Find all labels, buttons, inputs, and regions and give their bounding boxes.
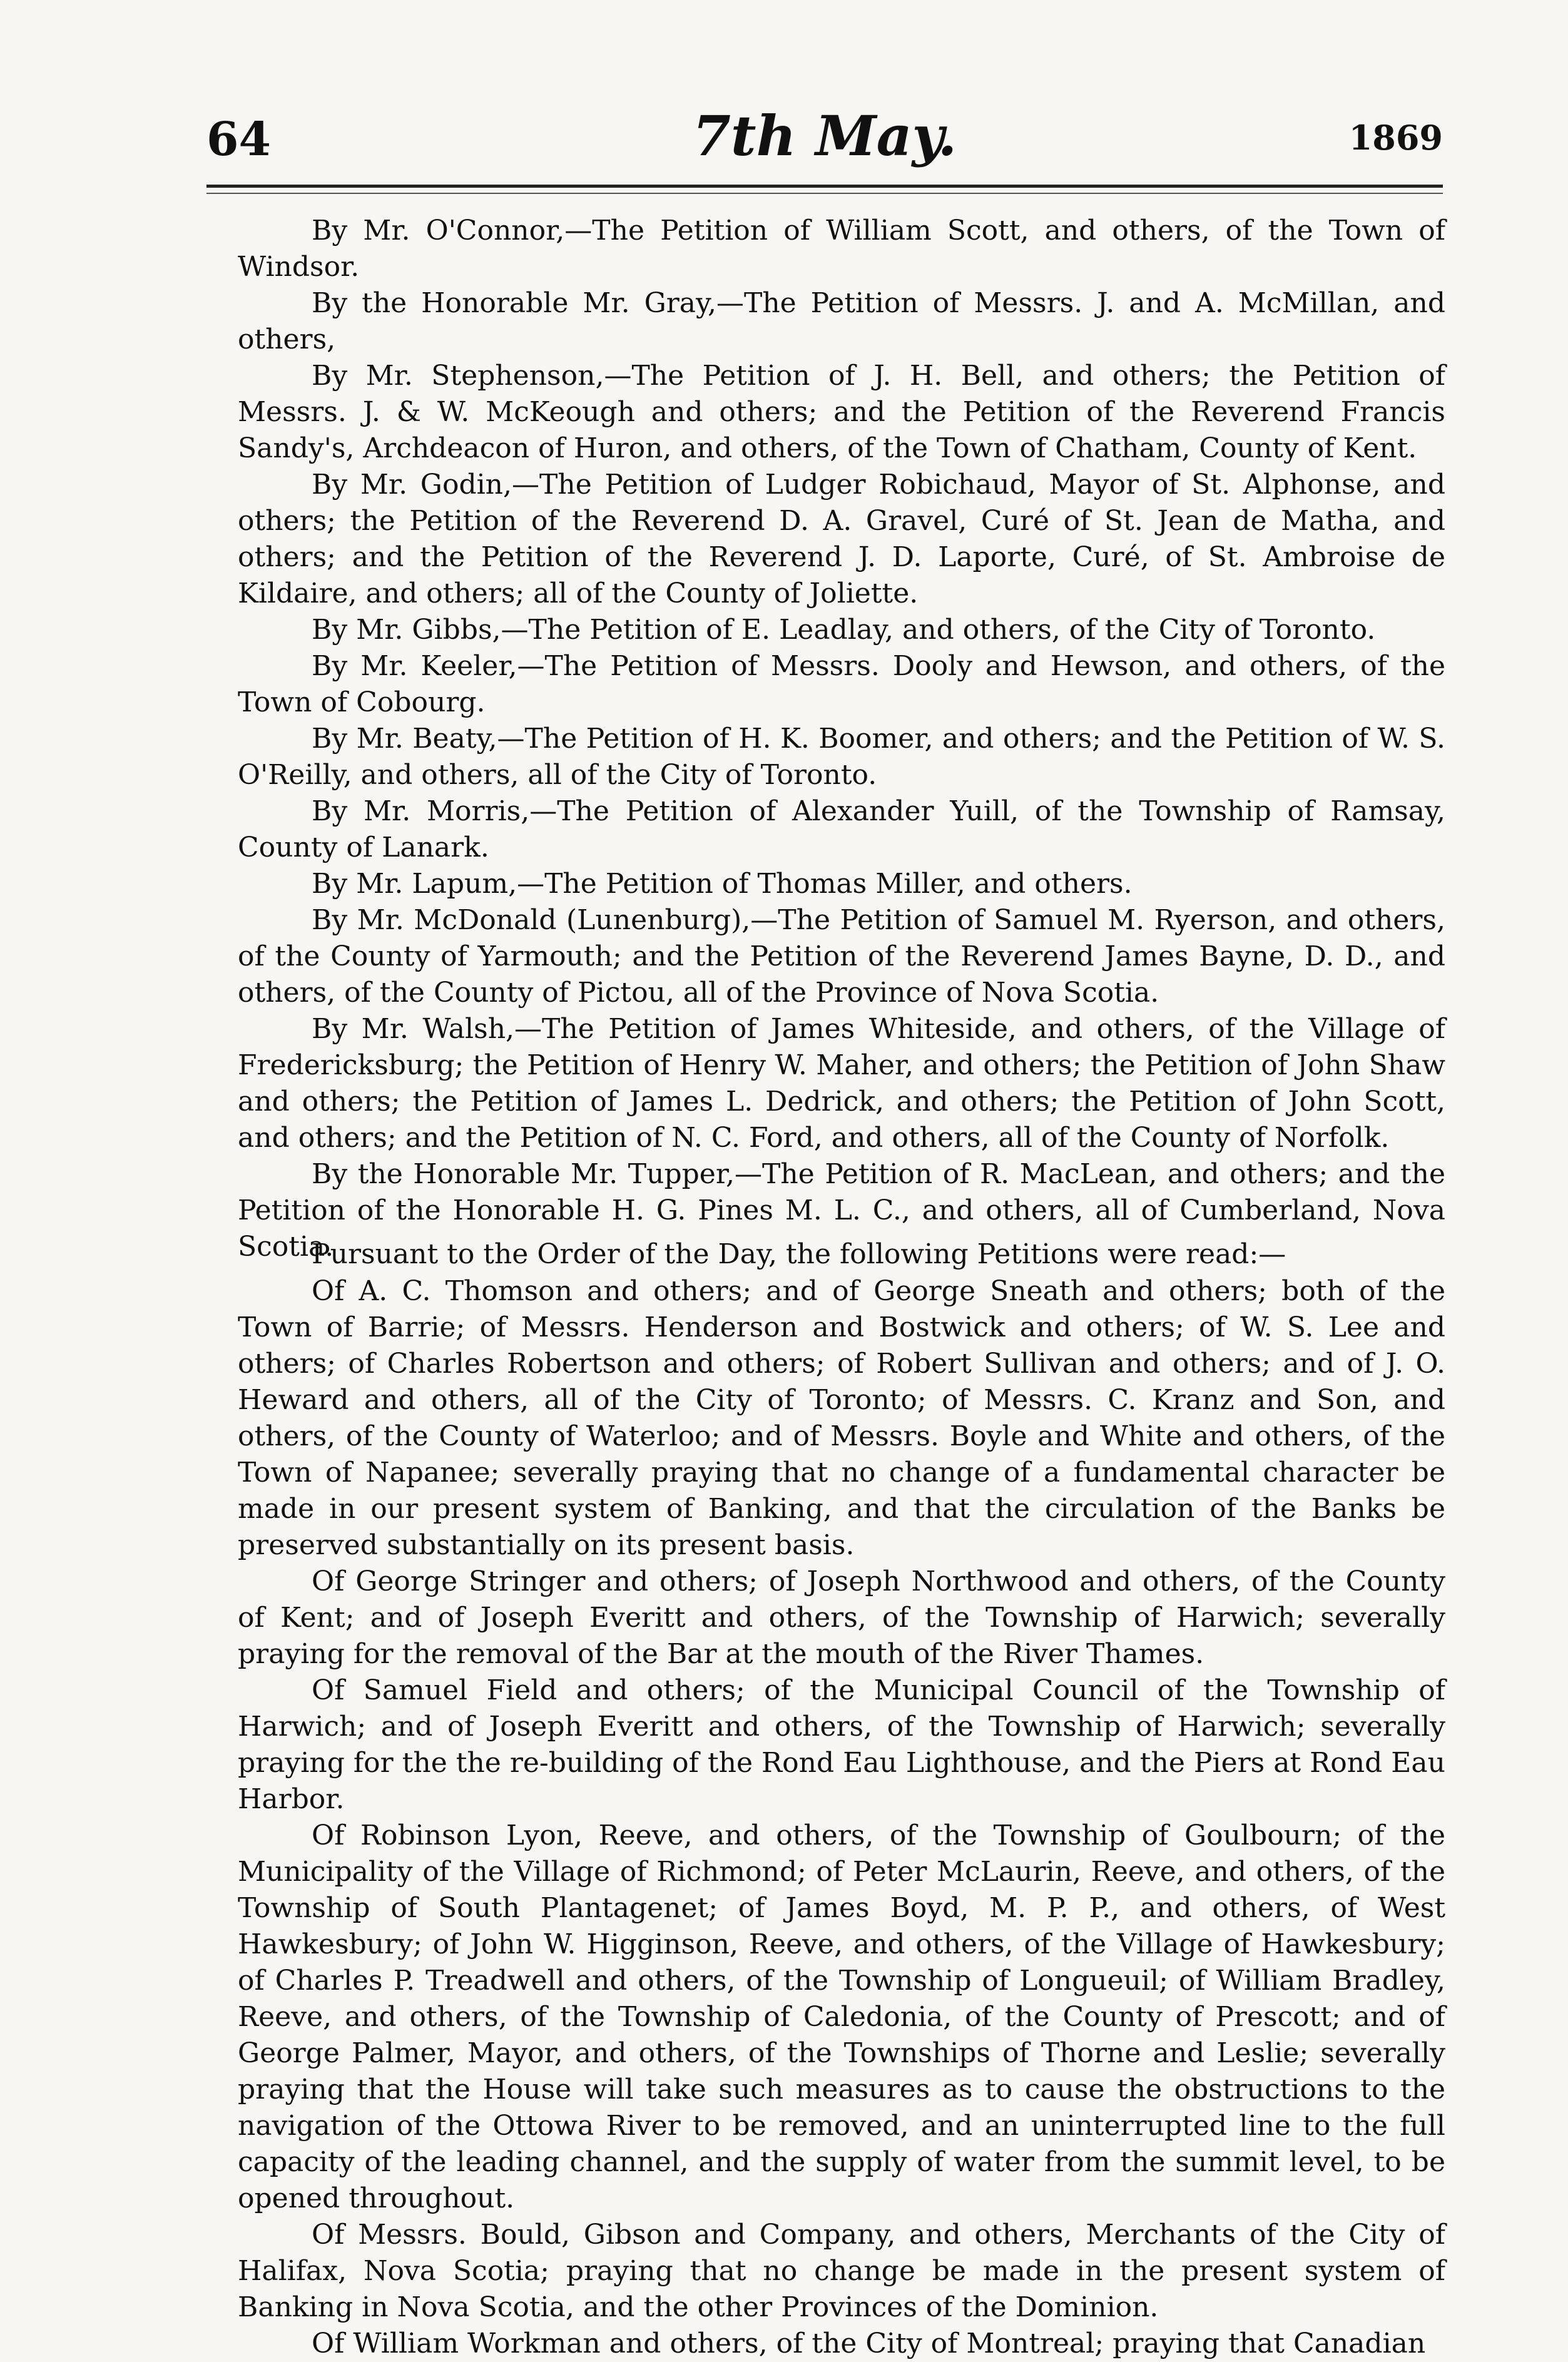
petition-paragraph: By the Honorable Mr. Tupper,—The Petition of R. MacLean, and others; and the Petition of the Honorable H. G. Pines M. L. C., and others, all of Cumberland, Nova Scotia. [238,1158,1445,1263]
petition-paragraph: By Mr. Morris,—The Petition of Alexander Yuill, of the Township of Ramsay, County of Lanark. [238,795,1445,863]
header-rule-thin [206,193,1443,194]
petition-read-paragraph: Of A. C. Thomson and others; and of George Sneath and others; both of the Town of Barrie; of Messrs. Henderson and Bostwick and others; of W. S. Lee and others; of Charles Robertson and others; of Robert Sullivan and others; and of J. O. Heward and others, all of the City of Toronto; of Messrs. C. Kranz and Son, and others, of the County of Waterloo; and of Messrs. Boyle and White and others, of the Town of Napanee; severally praying that no change of a fundamental character be made in our present system of Banking, and that the circulation of the Banks be preserved substantially on its present basis. [238,1275,1445,1561]
page-year: 1869 [1348,118,1443,158]
page-number: 64 [206,113,271,166]
petition-read-paragraph: Of Robinson Lyon, Reeve, and others, of the Township of Goulbourn; of the Municipality of the Village of Richmond; of Peter McLaurin, Reeve, and others, of the Township of South Plantagenet; of James Boyd, M. P. P., and others, of West Hawkesbury; of John W. Higginson, Reeve, and others, of the Village of Hawkesbury; of Charles P. Treadwell and others, of the Township of Longueuil; of William Bradley, Reeve, and others, of the Township of Caledonia, of the County of Prescott; and of George Palmer, Mayor, and others, of the Townships of Thorne and Leslie; severally praying that the House will take such measures as to cause the obstructions to the navigation of the Ottowa River to be removed, and an uninterrupted line to the full capacity of the leading channel, and the supply of water from the summit level, to be opened throughout. [238,1820,1445,2214]
petition-read-paragraph: Of George Stringer and others; of Joseph Northwood and others, of the County of Kent; and of Joseph Everitt and others, of the Township of Harwich; severally praying for the removal of the Bar at the mouth of the River Thames. [238,1565,1445,1670]
header-rule [206,185,1443,188]
petition-paragraph: By Mr. Stephenson,—The Petition of J. H. Bell, and others; the Petition of Messrs. J. & W. McKeough and others; and the Petition of the Reverend Francis Sandy's, Archdeacon of Huron, and others, of the Town of Chatham, County of Kent. [238,360,1445,464]
petitions-presented [238,213,1445,1265]
petition-paragraph: By Mr. Gibbs,—The Petition of E. Leadlay, and others, of the City of Toronto. [312,614,1376,646]
petition-read-paragraph: Of Samuel Field and others; of the Municipal Council of the Township of Harwich; and of Joseph Everitt and others, of the Township of Harwich; severally praying for the the re-building of the Rond Eau Lighthouse, and the Piers at Rond Eau Harbor. [238,1674,1445,1815]
page-date: 7th May. [692,103,957,168]
petition-paragraph: By Mr. Lapum,—The Petition of Thomas Miller, and others. [312,868,1133,900]
petition-read-paragraph: Of Messrs. Bould, Gibson and Company, and others, Merchants of the City of Halifax, Nova Scotia; praying that no change be made in the present system of Banking in Nova Scotia, and the other Provinces of the Dominion. [238,2219,1445,2323]
order-of-day-intro: Pursuant to the Order of the Day, the following Petitions were read:— [312,1238,1286,1270]
petitions-read [238,1236,1445,2362]
petition-paragraph: By Mr. O'Connor,—The Petition of William Scott, and others, of the Town of Windsor. [238,215,1445,283]
petition-paragraph: By Mr. Godin,—The Petition of Ludger Robichaud, Mayor of St. Alphonse, and others; the Petition of the Reverend D. A. Gravel, Curé of St. Jean de Matha, and others; and the Petition of the Reverend J. D. Laporte, Curé, of St. Ambroise de Kildaire, and others; all of the County of Joliette. [238,469,1445,609]
page-header [206,100,1443,169]
petition-paragraph: By Mr. McDonald (Lunenburg),—The Petition of Samuel M. Ryerson, and others, of the County of Yarmouth; and the Petition of the Reverend James Bayne, D. D., and others, of the County of Pictou, all of the Province of Nova Scotia. [238,904,1445,1009]
petition-read-paragraph: Of William Workman and others, of the City of Montreal; praying that Canadian [312,2328,1426,2359]
petition-paragraph: By Mr. Beaty,—The Petition of H. K. Boomer, and others; and the Petition of W. S. O'Reilly, and others, all of the City of Toronto. [238,723,1445,791]
petition-paragraph: By the Honorable Mr. Gray,—The Petition of Messrs. J. and A. McMillan, and others, [238,287,1445,355]
petition-paragraph: By Mr. Walsh,—The Petition of James Whiteside, and others, of the Village of Fredericksburg; the Petition of Henry W. Maher, and others; the Petition of John Shaw and others; the Petition of James L. Dedrick, and others; the Petition of John Scott, and others; and the Petition of N. C. Ford, and others, all of the County of Norfolk. [238,1013,1445,1154]
petition-paragraph: By Mr. Keeler,—The Petition of Messrs. Dooly and Hewson, and others, of the Town of Cobourg. [238,650,1445,718]
